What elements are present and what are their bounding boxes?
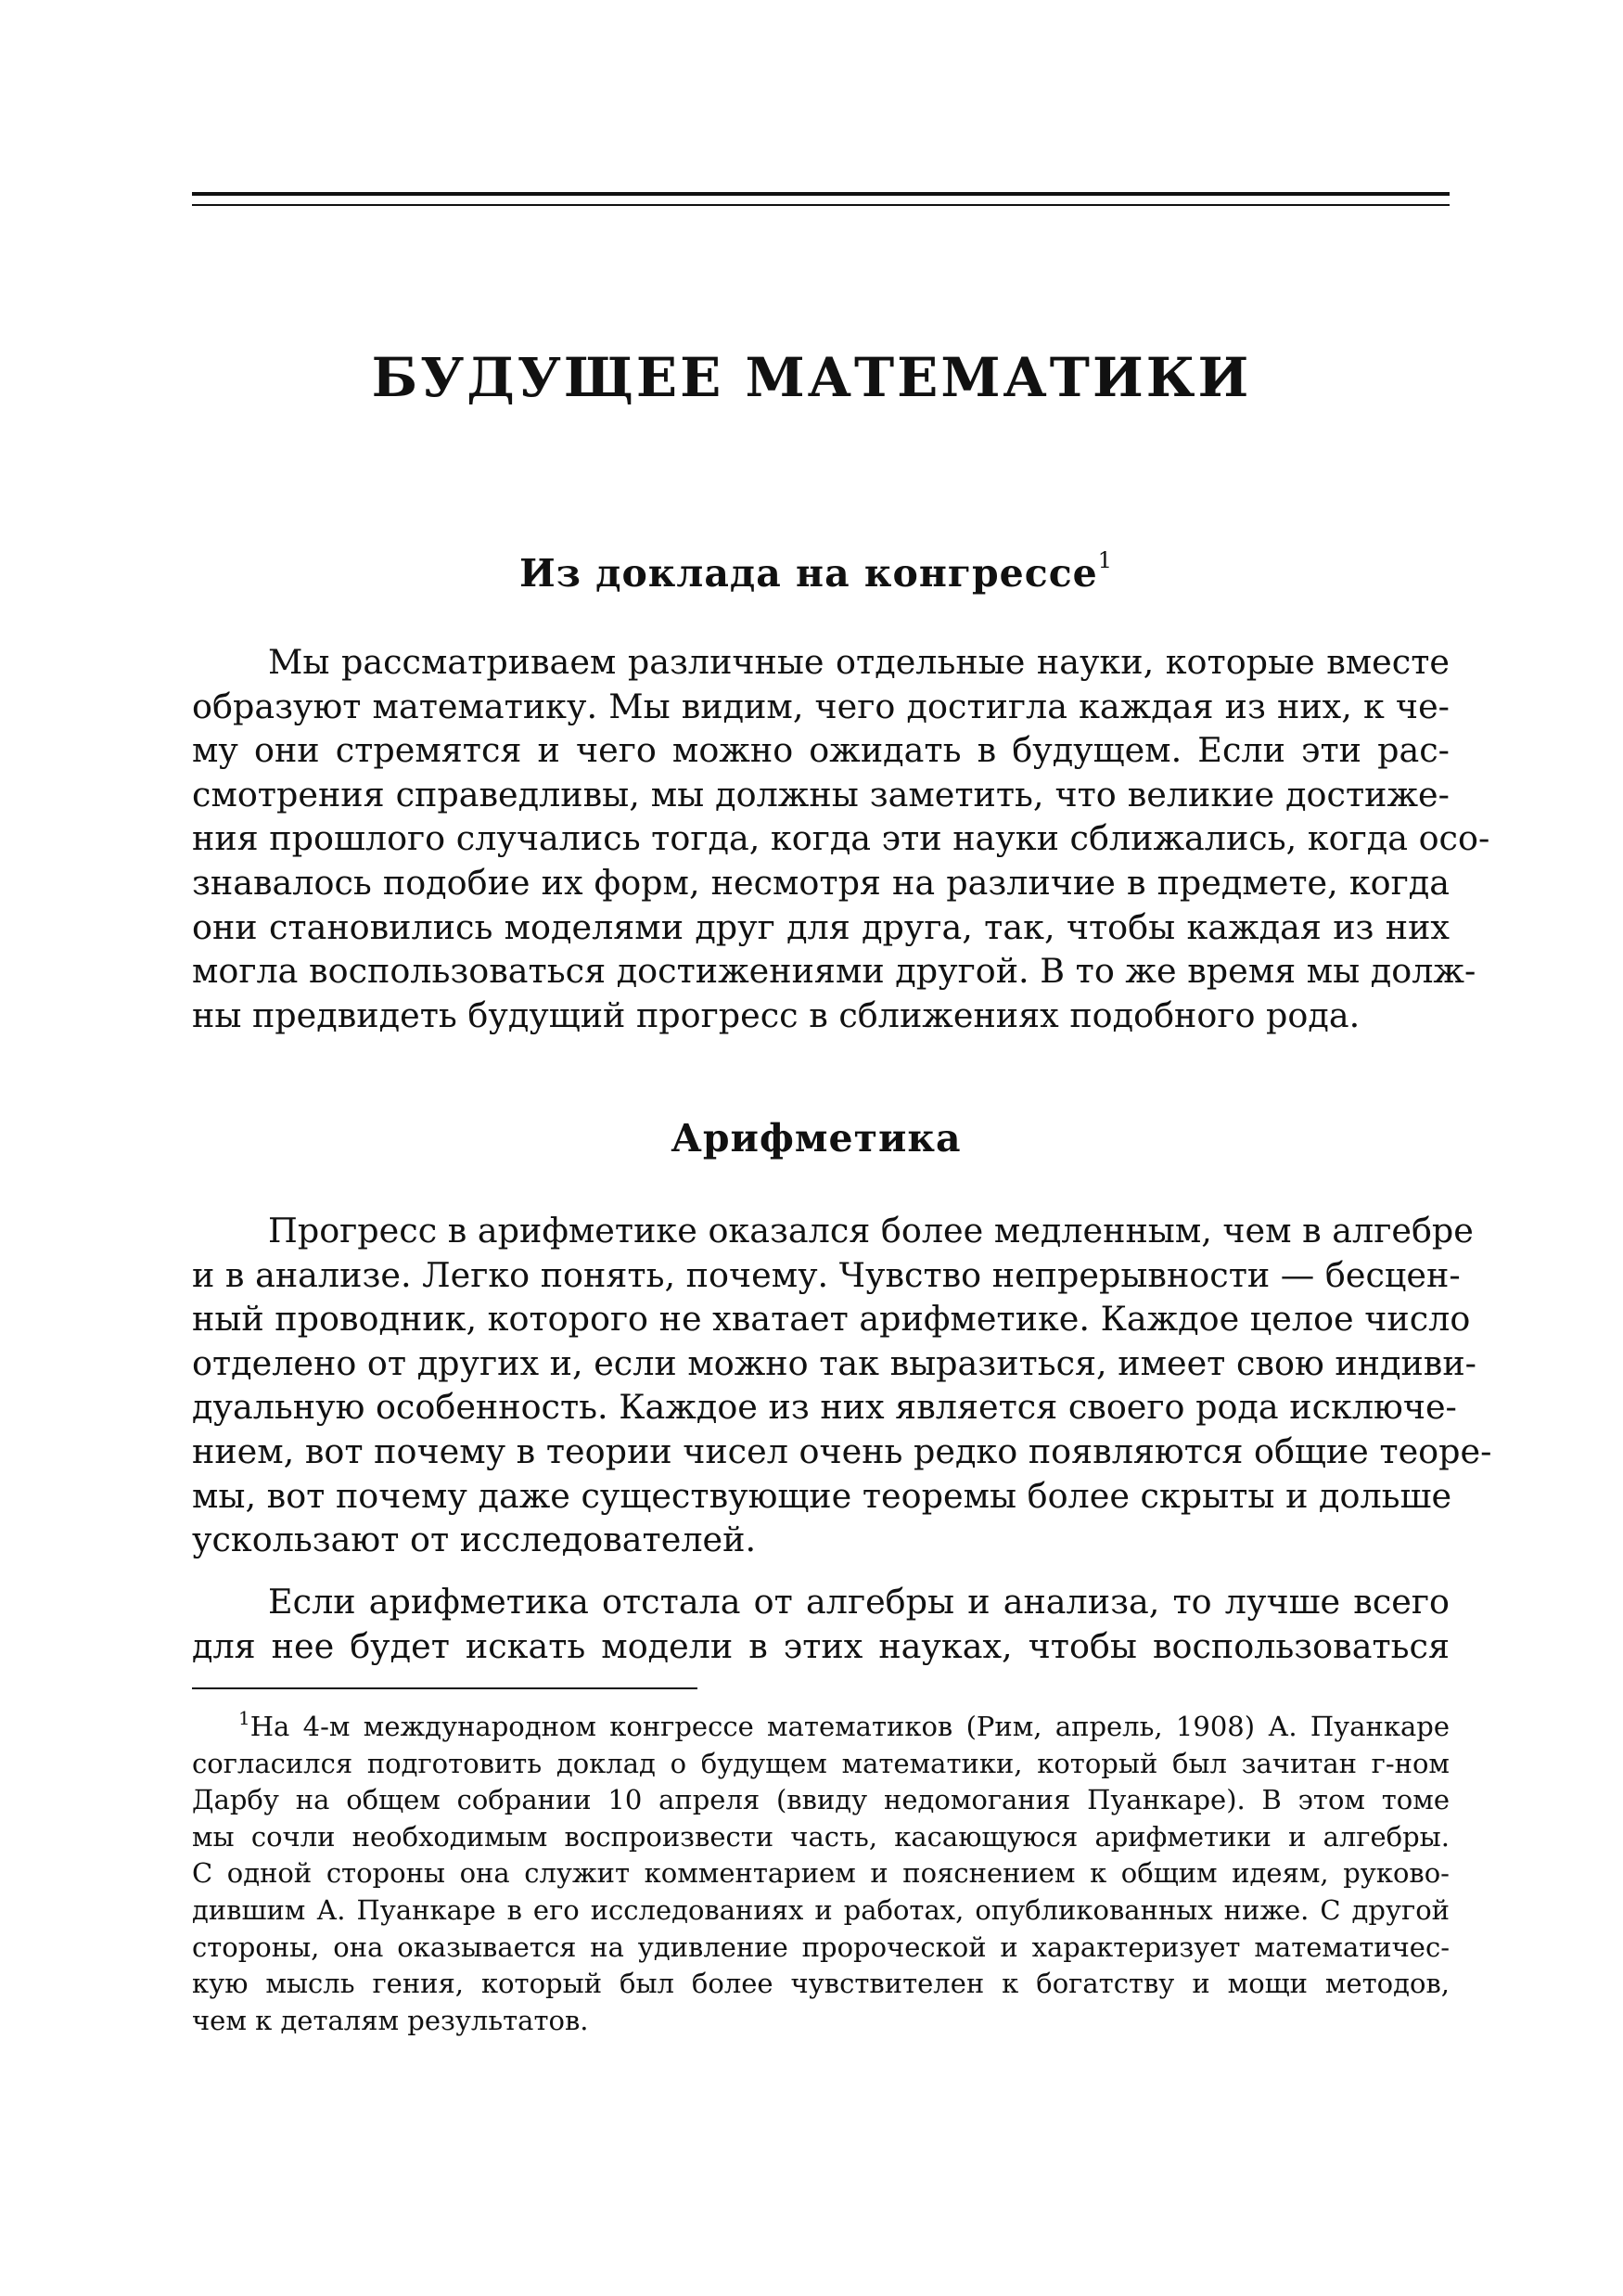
text-line: ны предвидеть будущий прогресс в сближениях подобного рода. — [192, 994, 1361, 1035]
footnote-line-text: На 4-м международном конгрессе математиков (Рим, апрель, 1908) А. Пуанкаре — [249, 1711, 1450, 1742]
text-line: Мы рассматриваем различные отдельные науки, которые вместе — [268, 642, 1450, 682]
footnote-line: согласился подготовить доклад о будущем математики, который был зачитан г-ном — [192, 1747, 1450, 1779]
footnote-line: С одной стороны она служит комментарием и пояснением к общим идеям, руково- — [192, 1857, 1450, 1890]
footnote-line: чем к деталям результатов. — [192, 2004, 589, 2036]
footnote-line: стороны, она оказывается на удивление пророческой и характеризует математичес- — [192, 1930, 1450, 1963]
text-line: смотрения справедливы, мы должны заметить, что великие достиже- — [192, 774, 1450, 815]
paragraph-arithmetic-2 — [192, 1580, 1450, 1668]
footnote-line — [192, 1700, 1450, 1746]
paragraph-arithmetic-1 — [192, 1209, 1492, 1562]
section-heading-text: Из доклада на конгрессе — [518, 551, 1098, 596]
text-line: они становились моделями друг для друга, так, чтобы каждая из них — [192, 906, 1450, 947]
footnote-separator — [192, 1687, 697, 1689]
text-line: ускользают от исследователей. — [192, 1520, 757, 1560]
header-double-rule — [192, 192, 1450, 206]
text-line: и в анализе. Легко понять, почему. Чувство непрерывности — бесцен- — [192, 1254, 1461, 1295]
text-line: для нее будет искать модели в этих науках, чтобы воспользоваться — [192, 1625, 1450, 1666]
footnote-line: дившим А. Пуанкаре в его исследованиях и работах, опубликованных ниже. С другой — [192, 1893, 1450, 1926]
footnote-marker: 1 — [238, 1707, 250, 1729]
text-line: образуют математику. Мы видим, чего достигла каждая из них, к че- — [192, 686, 1450, 726]
text-line: Если арифметика отстала от алгебры и анализа, то лучше всего — [268, 1582, 1450, 1622]
footnote-reference[interactable]: 1 — [1097, 547, 1114, 573]
footnote — [192, 1700, 1450, 2039]
text-line: отделено от других и, если можно так выразиться, имеет свою индиви- — [192, 1342, 1476, 1383]
footnote-line: мы сочли необходимым воспроизвести часть, касающуюся арифметики и алгебры. — [192, 1820, 1450, 1853]
text-line: ния прошлого случались тогда, когда эти науки сближались, когда осо- — [192, 818, 1490, 859]
section-heading-congress — [0, 547, 1623, 596]
text-line: мы, вот почему даже существующие теоремы более скрыты и дольше — [192, 1475, 1452, 1516]
text-line: могла воспользоваться достижениями другой. В то же время мы долж- — [192, 951, 1476, 992]
paragraph-intro — [192, 640, 1490, 1037]
text-line: Прогресс в арифметике оказался более медленным, чем в алгебре — [268, 1211, 1474, 1251]
chapter-title: БУДУЩЕЕ МАТЕМАТИКИ — [371, 346, 1252, 409]
text-line: нием, вот почему в теории чисел очень редко появляются общие теоре- — [192, 1430, 1492, 1471]
text-line: дуальную особенность. Каждое из них является своего рода исключе- — [192, 1387, 1457, 1428]
footnote-line: кую мысль гения, который был более чувствителен к богатству и мощи методов, — [192, 1968, 1450, 2000]
section-heading-arithmetic: Арифметика — [671, 1116, 962, 1161]
text-line: знавалось подобие их форм, несмотря на различие в предмете, когда — [192, 862, 1450, 903]
text-line: му они стремятся и чего можно ожидать в будущем. Если эти рас- — [192, 730, 1450, 771]
text-line: ный проводник, которого не хватает арифметике. Каждое целое число — [192, 1299, 1471, 1340]
footnote-line: Дарбу на общем собрании 10 апреля (ввиду недомогания Пуанкаре). В этом томе — [192, 1784, 1450, 1816]
